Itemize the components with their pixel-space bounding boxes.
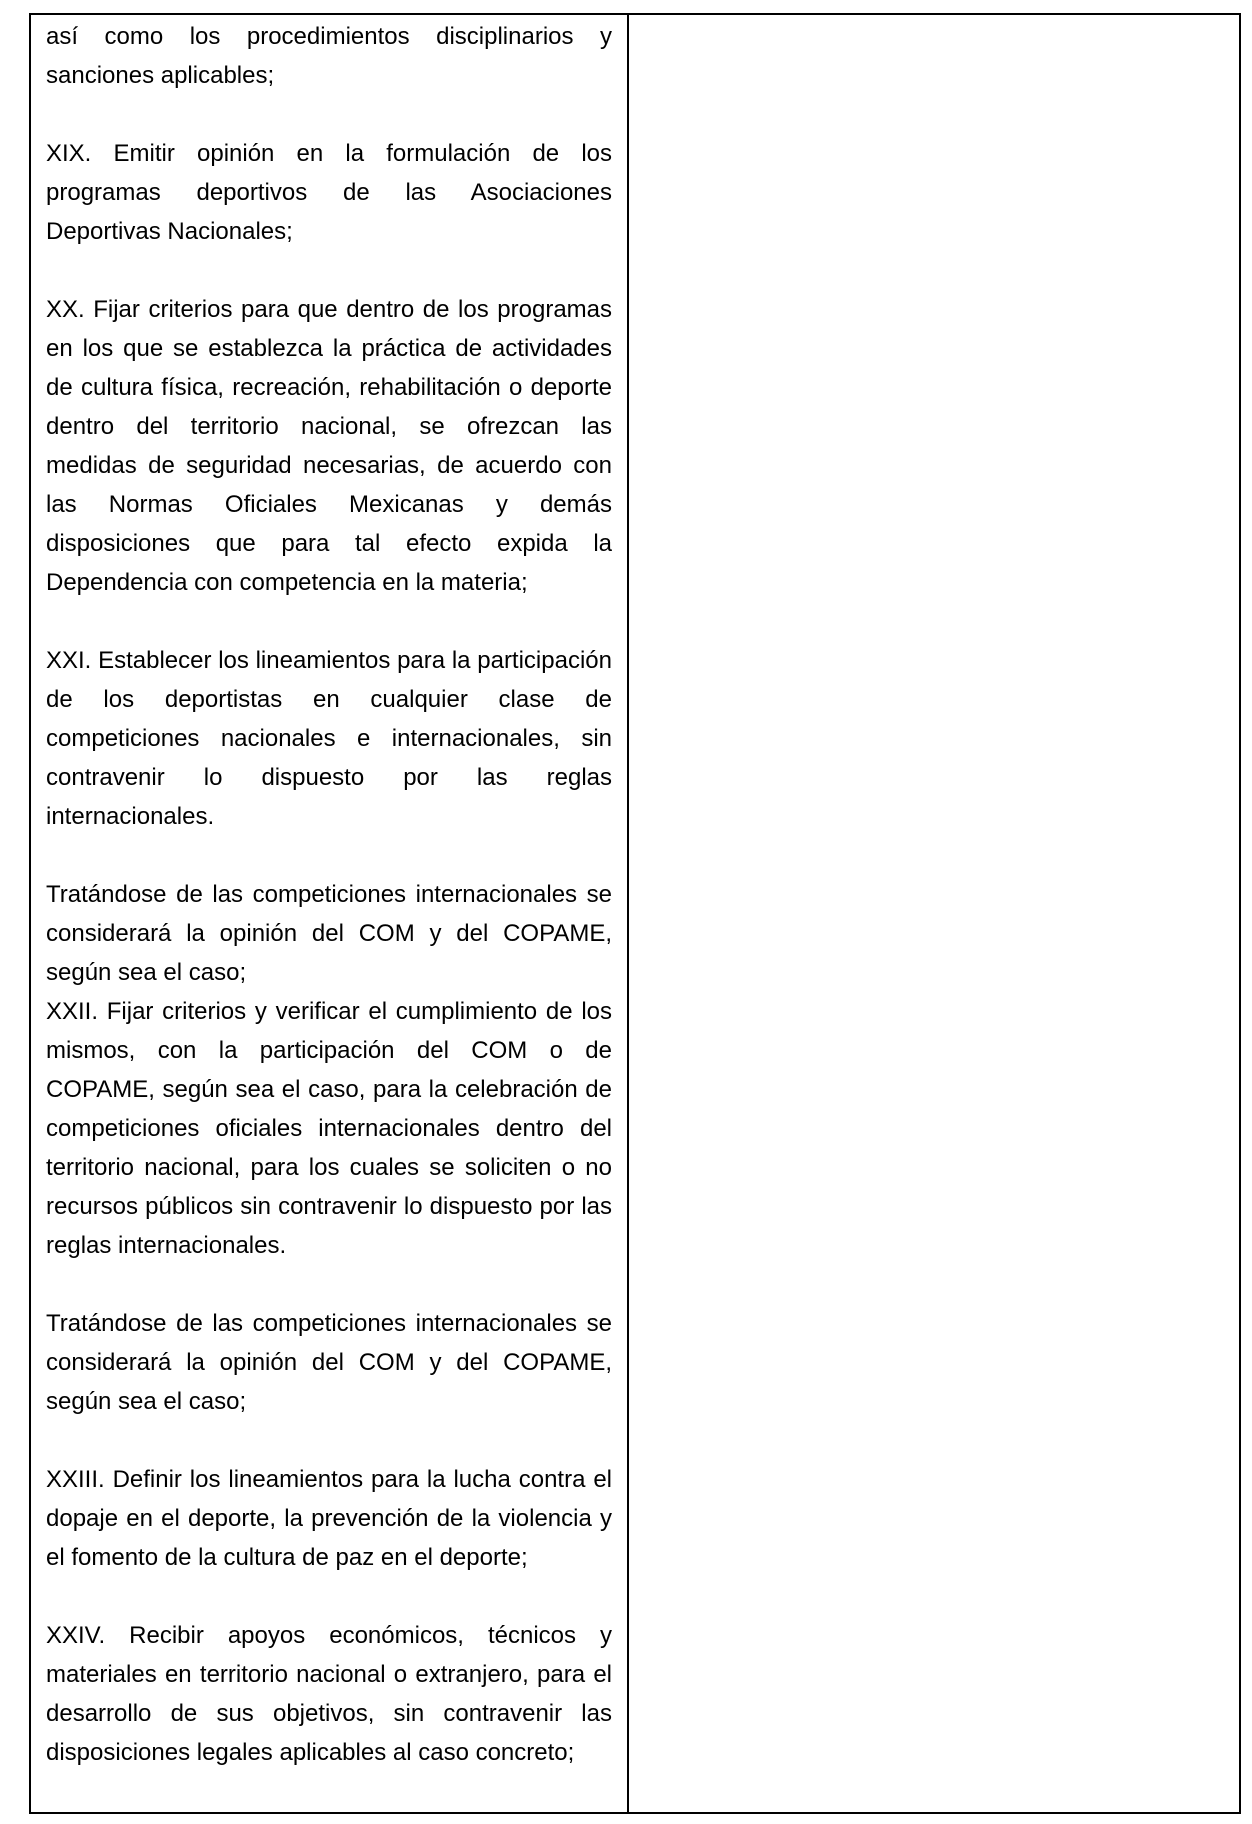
paragraph-fraction-xxi: XXI. Establecer los lineamientos para la participación de los deportistas en cualquier clase de competiciones nacionales e internacionales, sin contravenir lo dispuesto por las reglas internacionales.	[46, 647, 612, 830]
left-column-cell	[31, 15, 629, 1812]
paragraph-fraction-xix: XIX. Emitir opinión en la formulación de los programas deportivos de las Asociaciones Deportivas Nacionales;	[46, 140, 612, 245]
paragraph-xxii-note: Tratándose de las competiciones internacionales se considerará la opinión del COM y del COPAME, según sea el caso;	[46, 1310, 612, 1415]
paragraph-fraction-xxiv: XXIV. Recibir apoyos económicos, técnicos y materiales en territorio nacional o extranjero, para el desarrollo de sus objetivos, sin contravenir las disposiciones legales aplicables al caso concreto;	[46, 1622, 612, 1766]
comparison-table	[29, 13, 1241, 1814]
right-column-cell	[629, 15, 1239, 1812]
paragraph-fraction-xxii: XXII. Fijar criterios y verificar el cumplimiento de los mismos, con la participación del COM o de COPAME, según sea el caso, para la celebración de competiciones oficiales internacionales dentro del territorio nacional, para los cuales se soliciten o no recursos públicos sin contravenir lo dispuesto por las reglas internacionales.	[46, 998, 612, 1259]
paragraph-fraction-xxiii: XXIII. Definir los lineamientos para la lucha contra el dopaje en el deporte, la prevención de la violencia y el fomento de la cultura de paz en el deporte;	[46, 1466, 612, 1571]
paragraph-fraction-xx: XX. Fijar criterios para que dentro de los programas en los que se establezca la práctica de actividades de cultura física, recreación, rehabilitación o deporte dentro del territorio nacional, se ofrezcan las medidas de seguridad necesarias, de acuerdo con las Normas Oficiales Mexicanas y demás disposiciones que para tal efecto expida la Dependencia con competencia en la materia;	[46, 296, 612, 596]
paragraph-xxi-note: Tratándose de las competiciones internacionales se considerará la opinión del COM y del COPAME, según sea el caso;	[46, 881, 612, 986]
paragraph-continuation: así como los procedimientos disciplinarios y sanciones aplicables;	[46, 23, 612, 89]
